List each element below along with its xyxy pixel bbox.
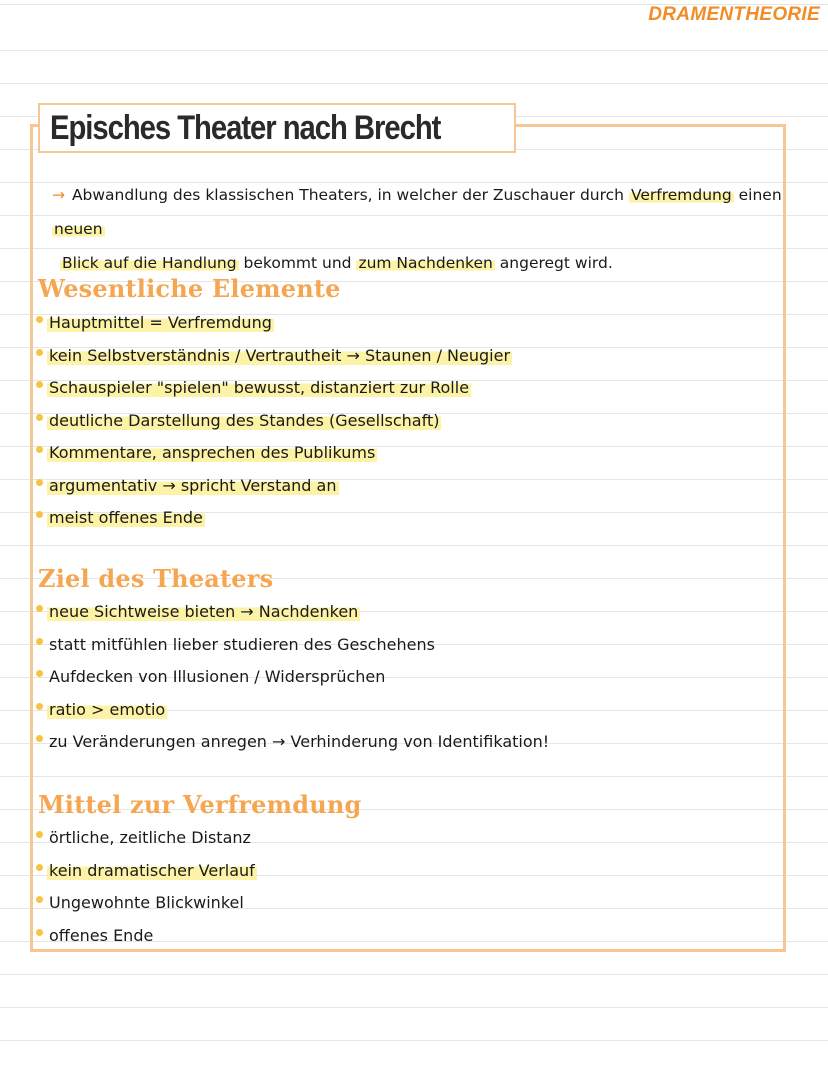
- bullet-icon: [36, 831, 43, 838]
- intro-text-part: angeregt wird.: [494, 254, 613, 272]
- bullet-icon: [36, 479, 43, 486]
- list-item-text: kein Selbstverständnis / Vertrautheit → Staunen / Neugier: [49, 345, 511, 365]
- list-item-text: Aufdecken von Illusionen / Widersprüchen: [49, 667, 386, 686]
- list-item-text: Schauspieler "spielen" bewusst, distanziert zur Rolle: [49, 378, 470, 397]
- list-item: [36, 406, 512, 439]
- intro-text-part: bekommt und: [238, 254, 357, 272]
- list-item-text: argumentativ → spricht Verstand an: [49, 475, 337, 495]
- list-item-text: Ungewohnte Blickwinkel: [49, 893, 244, 912]
- list-item: [36, 921, 257, 954]
- list-item: [36, 503, 512, 536]
- bullet-icon: [36, 511, 43, 518]
- list-item: [36, 308, 512, 341]
- bullet-icon: [36, 414, 43, 421]
- highlight: Verfremdung: [630, 186, 732, 204]
- bullet-icon: [36, 703, 43, 710]
- intro-line-1: [52, 178, 792, 246]
- bullet-icon: [36, 381, 43, 388]
- topic-label: DRAMENTHEORIE: [648, 4, 820, 25]
- list-item-text: statt mitfühlen lieber studieren des Geschehens: [49, 634, 435, 654]
- bullet-icon: [36, 446, 43, 453]
- list-ziel: [36, 597, 551, 760]
- list-item-text: örtliche, zeitliche Distanz: [49, 828, 251, 847]
- list-item: [36, 373, 512, 406]
- list-item: [36, 597, 551, 630]
- section-heading-elemente: Wesentliche Elemente: [38, 274, 341, 303]
- highlight: zum Nachdenken: [358, 254, 493, 272]
- section-heading-ziel: Ziel des Theaters: [38, 564, 274, 593]
- list-item-text: offenes Ende: [49, 925, 154, 945]
- list-item: [36, 856, 257, 889]
- bullet-icon: [36, 605, 43, 612]
- list-item-text: Kommentare, ansprechen des Publikums: [49, 443, 376, 462]
- section-heading-mittel: Mittel zur Verfremdung: [38, 790, 362, 819]
- list-item: [36, 630, 551, 663]
- intro-text-part: Abwandlung des klassischen Theaters, in welcher der Zuschauer durch: [71, 186, 629, 204]
- list-item-text: ratio > emotio: [49, 699, 166, 719]
- list-item: [36, 695, 551, 728]
- bullet-icon: [36, 896, 43, 903]
- intro-text: [52, 178, 792, 280]
- bullet-icon: [36, 735, 43, 742]
- list-item-text: kein dramatischer Verlauf: [49, 860, 255, 880]
- title-box: [38, 103, 516, 153]
- bullet-icon: [36, 316, 43, 323]
- list-item: [36, 662, 551, 695]
- bullet-icon: [36, 864, 43, 871]
- arrow-icon: →: [52, 186, 65, 204]
- list-item: [36, 727, 551, 760]
- list-item: [36, 888, 257, 921]
- list-item-text: deutliche Darstellung des Standes (Gesellschaft): [49, 410, 440, 430]
- intro-text-part: einen: [733, 186, 782, 204]
- list-item-text: zu Veränderungen anregen → Verhinderung von Identifikation!: [49, 732, 550, 751]
- bullet-icon: [36, 638, 43, 645]
- bullet-icon: [36, 349, 43, 356]
- list-elemente: [36, 308, 512, 536]
- list-item: [36, 471, 512, 504]
- list-item: [36, 823, 257, 856]
- highlight: Blick auf die Handlung: [62, 254, 237, 272]
- list-item-text: Hauptmittel = Verfremdung: [49, 313, 272, 332]
- list-item: [36, 341, 512, 374]
- list-item-text: neue Sichtweise bieten → Nachdenken: [49, 602, 359, 621]
- bullet-icon: [36, 929, 43, 936]
- list-mittel: [36, 823, 257, 953]
- list-item: [36, 438, 512, 471]
- bullet-icon: [36, 670, 43, 677]
- list-item-text: meist offenes Ende: [49, 508, 203, 527]
- page-title: Episches Theater nach Brecht: [50, 108, 441, 147]
- highlight: neuen: [54, 220, 103, 238]
